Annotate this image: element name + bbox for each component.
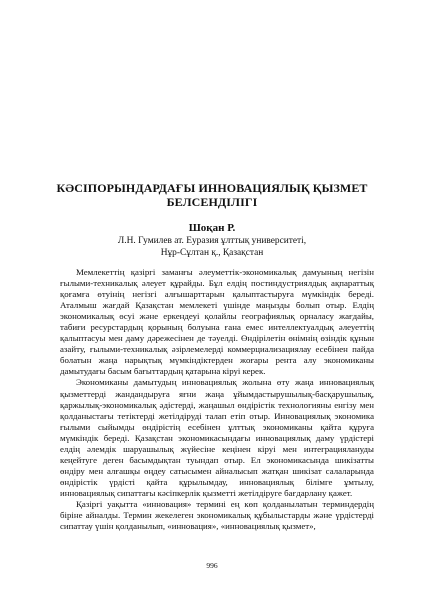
body-paragraph-2: Экономиканы дамытудың инновациялық жолына өту жаңа инновациялық қызметтерді жандандыруға яғни жаңа ұйымдастырушылық-басқарушылық, қаржылық-экономикалық әдістерді, жаңашыл өндірістік технологияны енгізу мен қолданыстағы тетіктерді жетілдіруді талап етіп отыр. Инновациялық экономика ғылыми сыйымды өндірістің есебінен ұлттық экономиканы қайта құруға мүмкіндік береді. Қазақстан экономикасындағы инновациялық даму үрдістері елдің әлемдік шаруашылық жүйесіне кеңінен кіруі мен интеграциялануды кеңейтуге деген басымдықтан туындап отыр. Ел экономикасында шикізатты өндіру мен алғашқы өңдеу сатысымен айналысып жатқан шикізат салаларында өндірістік үрдісті қайта құрылымдау, инновациялық білімге ұмтылу, инновациялық сипаттағы кәсіпкерлік қызметті жетілдіруге бағдарлану қажет. [60,377,374,498]
page-number: 996 [206,561,218,570]
title-line-2: БЕЛСЕНДІЛІГІ [166,195,258,209]
body-paragraph-1: Мемлекеттің қазіргі заманғы әлеуметтік-экономикалық дамуының негізін ғылыми-техникалық әлеует құрайды. Бұл елдің постиндустриялдық ақпараттық қоғамға өтуінің негізгі алғышарттарын қалыптастыруға мүмкіндік береді. Аталмыш жағдай Қазақстан мемлекеті үшінде маңызды болып отыр. Елдің экономикалық өсуі және еркендеуі қолайлы географиялық орналасу жағдайы, табиғи ресурстардың қорының болуына ғана емес интеллектуалдық әлеуеттің қалыптасуы мен даму дәрежесінен де тәуелді. Өндірілетін өнімнің өзіндік құнын азайту, ғылыми-техникалық әзірлемелерді коммерциализациялау есебінен пайда болатын жаңа нарықтық мүмкіндіктерден жоғары рента алу экономиканы дамытудағы басым бағыттардың қатарына кіруі керек. [60,267,374,377]
author-name: Шоқан Р. [188,222,236,234]
paper-title [40,181,384,209]
title-line-1: КӘСІПОРЫНДАРДАҒЫ ИННОВАЦИЯЛЫҚ ҚЫЗМЕТ [56,181,368,195]
affiliation-line-2: Нұр-Сұлтан қ., Қазақстан [160,248,264,258]
affiliation-line-1: Л.Н. Гумилев ат. Еуразия ұлттық университеті, [117,236,307,246]
author-affiliation [40,235,384,259]
paper-body [60,267,374,532]
body-paragraph-3: Қазіргі уақытта «инновация» термині ең көп қолданылатын терминдердің біріне айналды. Термин жекелеген экономикалық құбылыстарды және үрдістерді сипаттау үшін қолданылып, «инновация», «инновациялық қызмет», [60,498,374,532]
